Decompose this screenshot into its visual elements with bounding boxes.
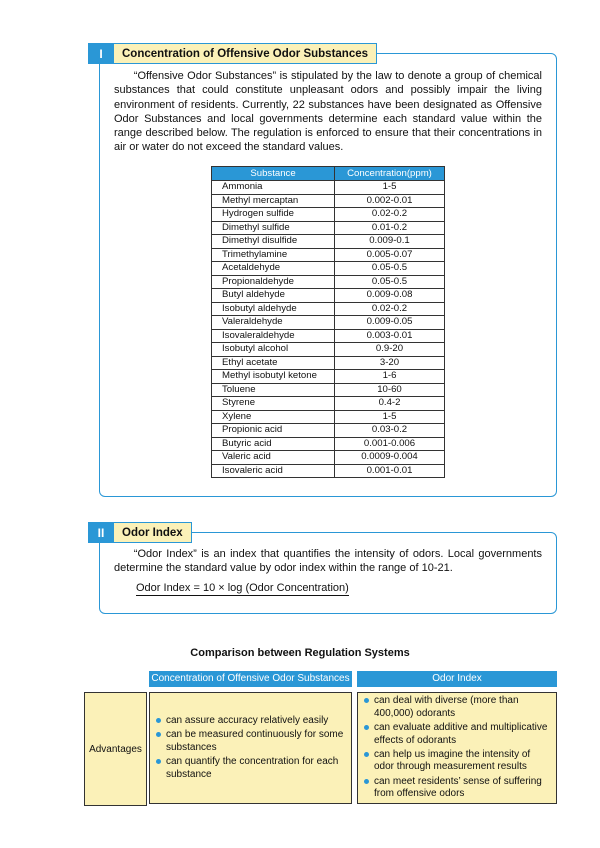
substance-name-cell: Isovaleric acid — [212, 464, 335, 478]
substance-column-header: Substance — [212, 167, 335, 181]
bullet-icon — [156, 718, 161, 723]
section-1-header — [88, 43, 377, 64]
concentration-cell: 0.002-0.01 — [335, 194, 445, 208]
substance-name-cell: Hydrogen sulfide — [212, 208, 335, 222]
table-header-row — [212, 167, 445, 181]
advantage-item — [364, 722, 550, 747]
substance-name-cell: Ammonia — [212, 181, 335, 195]
advantage-text: can evaluate additive and multiplicative effects of odorants — [374, 722, 548, 746]
section-1-paragraph: “Offensive Odor Substances” is stipulated by the law to denote a group of chemical substances that could constitute unpleasant odors and possibly impair the living environment of residents. Currently, 22 substances have been designated as Offensive Odor Substances and local governments determine each standard value within the range described below. The regulation is enforced to ensure that their concentrations in air or water do not exceed the standard values. — [114, 70, 542, 154]
bullet-icon — [156, 732, 161, 737]
concentration-cell: 0.001-0.006 — [335, 437, 445, 451]
advantage-text: can quantify the concentration for each substance — [166, 756, 339, 780]
concentration-cell: 0.05-0.5 — [335, 262, 445, 276]
substance-name-cell: Dimethyl disulfide — [212, 235, 335, 249]
concentration-cell: 0.005-0.07 — [335, 248, 445, 262]
table-row — [212, 410, 445, 424]
substance-name-cell: Isobutyl aldehyde — [212, 302, 335, 316]
concentration-cell: 0.009-0.1 — [335, 235, 445, 249]
table-row — [212, 221, 445, 235]
concentration-cell: 0.03-0.2 — [335, 424, 445, 438]
table-row — [212, 262, 445, 276]
advantages-label: Advantages — [84, 692, 147, 806]
table-row — [212, 356, 445, 370]
substance-name-cell: Trimethylamine — [212, 248, 335, 262]
section-2-number: II — [89, 523, 113, 542]
section-1-number: I — [89, 44, 113, 63]
substance-name-cell: Acetaldehyde — [212, 262, 335, 276]
comparison-title: Comparison between Regulation Systems — [190, 647, 410, 659]
concentration-cell: 0.02-0.2 — [335, 302, 445, 316]
advantages-col1-cell — [149, 692, 352, 804]
table-row — [212, 289, 445, 303]
comparison-col1-header: Concentration of Offensive Odor Substances — [149, 671, 352, 687]
advantage-item — [364, 749, 550, 774]
table-row — [212, 235, 445, 249]
substance-name-cell: Propionic acid — [212, 424, 335, 438]
table-row — [212, 181, 445, 195]
table-row — [212, 424, 445, 438]
comparison-col2-header: Odor Index — [357, 671, 557, 687]
advantage-text: can help us imagine the intensity of odor through measurement results — [374, 749, 531, 773]
advantage-item — [364, 695, 550, 720]
concentration-cell: 0.003-0.01 — [335, 329, 445, 343]
bullet-icon — [364, 779, 369, 784]
section-2-title: Odor Index — [113, 523, 191, 542]
bullet-icon — [156, 759, 161, 764]
concentration-cell: 0.05-0.5 — [335, 275, 445, 289]
substance-name-cell: Butyl aldehyde — [212, 289, 335, 303]
table-row — [212, 397, 445, 411]
advantages-col2-list — [364, 693, 550, 802]
advantage-item — [156, 715, 345, 727]
advantages-col2-cell — [357, 692, 557, 804]
advantage-text: can be measured continuously for some substances — [166, 729, 344, 753]
concentration-cell: 0.009-0.05 — [335, 316, 445, 330]
substance-name-cell: Methyl isobutyl ketone — [212, 370, 335, 384]
substance-name-cell: Valeric acid — [212, 451, 335, 465]
concentration-cell: 0.4-2 — [335, 397, 445, 411]
odor-index-formula: Odor Index = 10 × log (Odor Concentration) — [136, 582, 349, 594]
concentration-cell: 0.009-0.08 — [335, 289, 445, 303]
table-row — [212, 370, 445, 384]
bullet-icon — [364, 725, 369, 730]
substance-table — [211, 166, 445, 478]
table-row — [212, 343, 445, 357]
table-row — [212, 437, 445, 451]
advantage-item — [364, 776, 550, 801]
concentration-cell: 0.9-20 — [335, 343, 445, 357]
section-1-title: Concentration of Offensive Odor Substances — [113, 44, 376, 63]
table-row — [212, 383, 445, 397]
table-row — [212, 194, 445, 208]
concentration-cell: 10-60 — [335, 383, 445, 397]
substance-name-cell: Isovaleraldehyde — [212, 329, 335, 343]
table-row — [212, 302, 445, 316]
advantages-col1-list — [156, 713, 345, 783]
substance-name-cell: Xylene — [212, 410, 335, 424]
table-row — [212, 451, 445, 465]
concentration-cell: 3-20 — [335, 356, 445, 370]
substance-name-cell: Isobutyl alcohol — [212, 343, 335, 357]
substance-name-cell: Propionaldehyde — [212, 275, 335, 289]
substance-name-cell: Butyric acid — [212, 437, 335, 451]
section-2-paragraph: “Odor Index” is an index that quantifies the intensity of odors. Local governments determine the standard value by odor index within the range of 10-21. — [114, 548, 542, 575]
concentration-cell: 1-6 — [335, 370, 445, 384]
table-row — [212, 208, 445, 222]
substance-name-cell: Dimethyl sulfide — [212, 221, 335, 235]
concentration-cell: 0.02-0.2 — [335, 208, 445, 222]
advantage-text: can meet residents’ sense of suffering from offensive odors — [374, 775, 542, 800]
bullet-icon — [364, 752, 369, 757]
table-row — [212, 316, 445, 330]
concentration-cell: 0.01-0.2 — [335, 221, 445, 235]
advantage-item — [156, 756, 345, 781]
concentration-cell: 0.001-0.01 — [335, 464, 445, 478]
substance-name-cell: Ethyl acetate — [212, 356, 335, 370]
advantage-text: can assure accuracy relatively easily — [166, 714, 329, 726]
section-2-header — [88, 522, 192, 543]
table-row — [212, 275, 445, 289]
concentration-cell: 1-5 — [335, 410, 445, 424]
concentration-column-header: Concentration(ppm) — [335, 167, 445, 181]
table-row — [212, 329, 445, 343]
substance-name-cell: Toluene — [212, 383, 335, 397]
substance-name-cell: Styrene — [212, 397, 335, 411]
advantage-item — [156, 729, 345, 754]
substance-name-cell: Methyl mercaptan — [212, 194, 335, 208]
table-row — [212, 464, 445, 478]
table-row — [212, 248, 445, 262]
bullet-icon — [364, 698, 369, 703]
substance-name-cell: Valeraldehyde — [212, 316, 335, 330]
concentration-cell: 0.0009-0.004 — [335, 451, 445, 465]
concentration-cell: 1-5 — [335, 181, 445, 195]
advantage-text: can deal with diverse (more than 400,000) odorants — [374, 695, 519, 719]
